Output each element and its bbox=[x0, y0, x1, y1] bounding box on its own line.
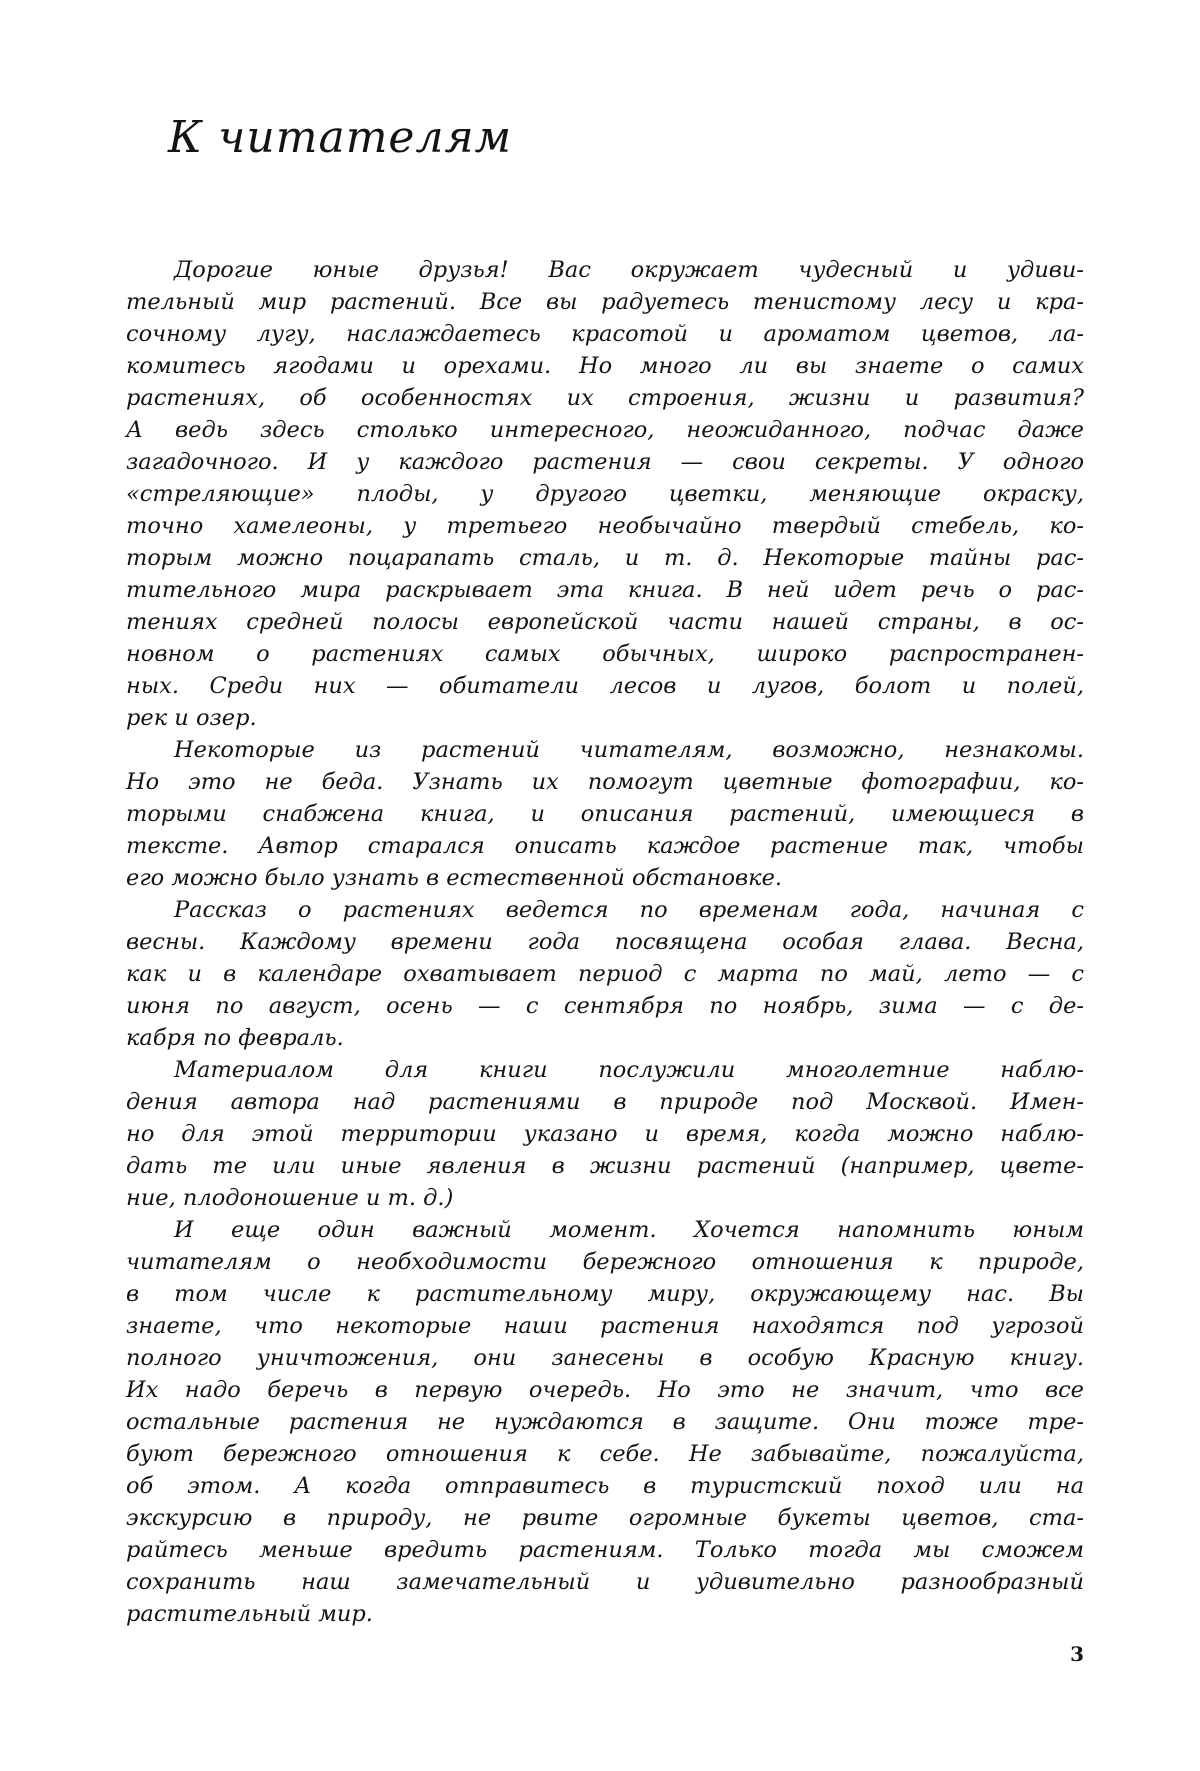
text-line: загадочного. И у каждого растения — свои секреты. У одного bbox=[126, 446, 1084, 478]
text-line: «стреляющие» плоды, у другого цветки, меняющие окраску, bbox=[126, 478, 1084, 510]
text-line: рек и озер. bbox=[126, 702, 1084, 734]
text-line: Их надо беречь в первую очередь. Но это не значит, что все bbox=[126, 1374, 1084, 1406]
text-line: Дорогие юные друзья! Вас окружает чудесный и удиви- bbox=[126, 254, 1084, 286]
text-line: июня по август, осень — с сентября по ноябрь, зима — с де- bbox=[126, 990, 1084, 1022]
page-title: К читателям bbox=[168, 108, 512, 168]
text-line: Некоторые из растений читателям, возможно, незнакомы. bbox=[126, 734, 1084, 766]
text-line: тельный мир растений. Все вы радуетесь тенистому лесу и кра- bbox=[126, 286, 1084, 318]
text-line: ных. Среди них — обитатели лесов и лугов, болот и полей, bbox=[126, 670, 1084, 702]
text-line: Материалом для книги послужили многолетние наблю- bbox=[126, 1054, 1084, 1086]
text-line: райтесь меньше вредить растениям. Только тогда мы сможем bbox=[126, 1534, 1084, 1566]
text-line: кабря по февраль. bbox=[126, 1022, 1084, 1054]
text-line: Рассказ о растениях ведется по временам года, начиная с bbox=[126, 894, 1084, 926]
text-line: И еще один важный момент. Хочется напомнить юным bbox=[126, 1214, 1084, 1246]
text-line: дать те или иные явления в жизни растений (например, цвете- bbox=[126, 1150, 1084, 1182]
text-line: в том числе к растительному миру, окружающему нас. Вы bbox=[126, 1278, 1084, 1310]
text-line: буют бережного отношения к себе. Не забывайте, пожалуйста, bbox=[126, 1438, 1084, 1470]
text-line: полного уничтожения, они занесены в особую Красную книгу. bbox=[126, 1342, 1084, 1374]
text-line: торыми снабжена книга, и описания растений, имеющиеся в bbox=[126, 798, 1084, 830]
text-line: комитесь ягодами и орехами. Но много ли вы знаете о самих bbox=[126, 350, 1084, 382]
page-number: 3 bbox=[1060, 1642, 1084, 1666]
text-line: читателям о необходимости бережного отношения к природе, bbox=[126, 1246, 1084, 1278]
text-line: как и в календаре охватывает период с марта по май, лето — с bbox=[126, 958, 1084, 990]
text-line: торым можно поцарапать сталь, и т. д. Некоторые тайны рас- bbox=[126, 542, 1084, 574]
text-line: его можно было узнать в естественной обстановке. bbox=[126, 862, 1084, 894]
text-line: новном о растениях самых обычных, широко распространен- bbox=[126, 638, 1084, 670]
text-line: остальные растения не нуждаются в защите. Они тоже тре- bbox=[126, 1406, 1084, 1438]
text-line: тительного мира раскрывает эта книга. В ней идет речь о рас- bbox=[126, 574, 1084, 606]
text-line: тениях средней полосы европейской части нашей страны, в ос- bbox=[126, 606, 1084, 638]
text-line: дения автора над растениями в природе под Москвой. Имен- bbox=[126, 1086, 1084, 1118]
book-page bbox=[0, 0, 1200, 1771]
text-line: но для этой территории указано и время, когда можно наблю- bbox=[126, 1118, 1084, 1150]
text-line: растительный мир. bbox=[126, 1598, 1084, 1630]
text-line: Но это не беда. Узнать их помогут цветные фотографии, ко- bbox=[126, 766, 1084, 798]
text-line: сохранить наш замечательный и удивительно разнообразный bbox=[126, 1566, 1084, 1598]
text-line: экскурсию в природу, не рвите огромные букеты цветов, ста- bbox=[126, 1502, 1084, 1534]
text-line: об этом. А когда отправитесь в туристский поход или на bbox=[126, 1470, 1084, 1502]
body-text bbox=[126, 254, 1084, 1630]
text-line: сочному лугу, наслаждаетесь красотой и ароматом цветов, ла- bbox=[126, 318, 1084, 350]
text-line: точно хамелеоны, у третьего необычайно твердый стебель, ко- bbox=[126, 510, 1084, 542]
text-line: знаете, что некоторые наши растения находятся под угрозой bbox=[126, 1310, 1084, 1342]
text-line: А ведь здесь столько интересного, неожиданного, подчас даже bbox=[126, 414, 1084, 446]
text-line: растениях, об особенностях их строения, жизни и развития? bbox=[126, 382, 1084, 414]
text-line: весны. Каждому времени года посвящена особая глава. Весна, bbox=[126, 926, 1084, 958]
text-line: ние, плодоношение и т. д.) bbox=[126, 1182, 1084, 1214]
text-line: тексте. Автор старался описать каждое растение так, чтобы bbox=[126, 830, 1084, 862]
